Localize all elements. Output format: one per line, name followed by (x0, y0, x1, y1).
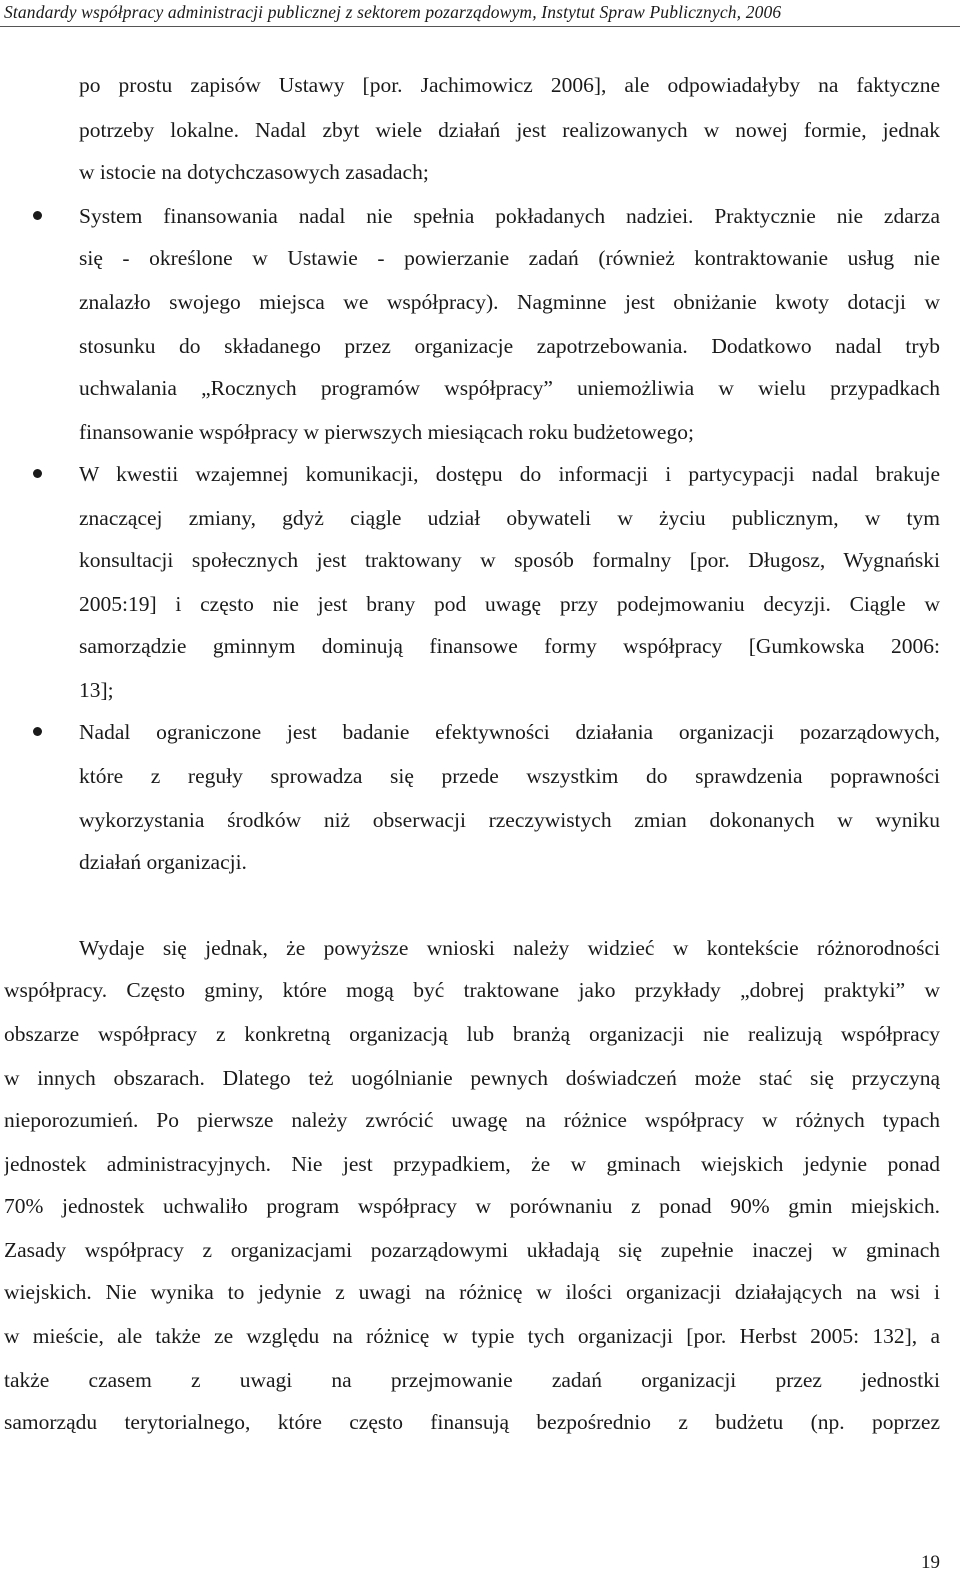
page-number: 19 (921, 1552, 940, 1573)
text-line: współpracy. Często gminy, które mogą być traktowane jako przykłady „dobrej praktyki” w (4, 978, 940, 1002)
text-line: potrzeby lokalne. Nadal zbyt wiele działań jest realizowanych w nowej formie, jednak (79, 118, 940, 142)
running-header (0, 0, 960, 27)
text-line: znalazło swojego miejsca we współpracy). Nagminne jest obniżanie kwoty dotacji w (79, 290, 940, 314)
text-line: konsultacji społecznych jest traktowany w sposób formalny [por. Długosz, Wygnański (79, 548, 940, 572)
text-line: 70% jednostek uchwaliło program współpracy w porównaniu z ponad 90% gmin miejskich. (4, 1194, 940, 1218)
text-line: W kwestii wzajemnej komunikacji, dostępu do informacji i partycypacji nadal brakuje (79, 462, 940, 486)
text-line: wykorzystania środków niż obserwacji rzeczywistych zmian dokonanych w wyniku (79, 808, 940, 832)
text-line: nieporozumień. Po pierwsze należy zwrócić uwagę na różnice współpracy w różnych typach (4, 1108, 940, 1132)
text-line: działań organizacji. (79, 850, 247, 874)
text-line: po prostu zapisów Ustawy [por. Jachimowicz 2006], ale odpowiadałyby na faktyczne (79, 73, 940, 97)
text-line: Zasady współpracy z organizacjami pozarządowymi układają się zupełnie inaczej w gminach (4, 1238, 940, 1262)
text-line: znaczącej zmiany, gdyż ciągle udział obywateli w życiu publicznym, w tym (79, 506, 940, 530)
text-line: 13]; (79, 678, 114, 702)
text-line: wiejskich. Nie wynika to jedynie z uwagi na różnicę w ilości organizacji działających na wsi i (4, 1280, 940, 1304)
text-line: które z reguły sprowadza się przede wszystkim do sprawdzenia poprawności (79, 764, 940, 788)
text-line: samorządu terytorialnego, które często finansują bezpośrednio z budżetu (np. poprzez (4, 1410, 940, 1434)
bullet-icon (33, 211, 42, 220)
bullet-icon (33, 727, 42, 736)
text-line: się - określone w Ustawie - powierzanie zadań (również kontraktowanie usług nie (79, 246, 940, 270)
text-line: System finansowania nadal nie spełnia pokładanych nadziei. Praktycznie nie zdarza (79, 204, 940, 228)
text-line: w istocie na dotychczasowych zasadach; (79, 160, 429, 184)
text-line: 2005:19] i często nie jest brany pod uwagę przy podejmowaniu decyzji. Ciągle w (79, 592, 940, 616)
text-line: w innych obszarach. Dlatego też uogólnianie pewnych doświadczeń może stać się przyczyną (4, 1066, 940, 1090)
bullet-icon (33, 469, 42, 478)
running-header-text: Standardy współpracy administracji publicznej z sektorem pozarządowym, Instytut Spraw Publicznych, 2006 (4, 2, 782, 22)
text-line: samorządzie gminnym dominują finansowe formy współpracy [Gumkowska 2006: (79, 634, 940, 658)
text-line: w mieście, ale także ze względu na różnicę w typie tych organizacji [por. Herbst 2005: 132], a (4, 1324, 940, 1348)
text-line: także czasem z uwagi na przejmowanie zadań organizacji przez jednostki (4, 1368, 940, 1392)
text-line: uchwalania „Rocznych programów współpracy” uniemożliwia w wielu przypadkach (79, 376, 940, 400)
paragraph-first-line: Wydaje się jednak, że powyższe wnioski należy widzieć w kontekście różnorodności (79, 936, 940, 960)
text-line: finansowanie współpracy w pierwszych miesiącach roku budżetowego; (79, 420, 694, 444)
text-line: Nadal ograniczone jest badanie efektywności działania organizacji pozarządowych, (79, 720, 940, 744)
text-line: jednostek administracyjnych. Nie jest przypadkiem, że w gminach wiejskich jedynie ponad (4, 1152, 940, 1176)
text-line: stosunku do składanego przez organizacje zapotrzebowania. Dodatkowo nadal tryb (79, 334, 940, 358)
text-line: obszarze współpracy z konkretną organizacją lub branżą organizacji nie realizują współpracy (4, 1022, 940, 1046)
